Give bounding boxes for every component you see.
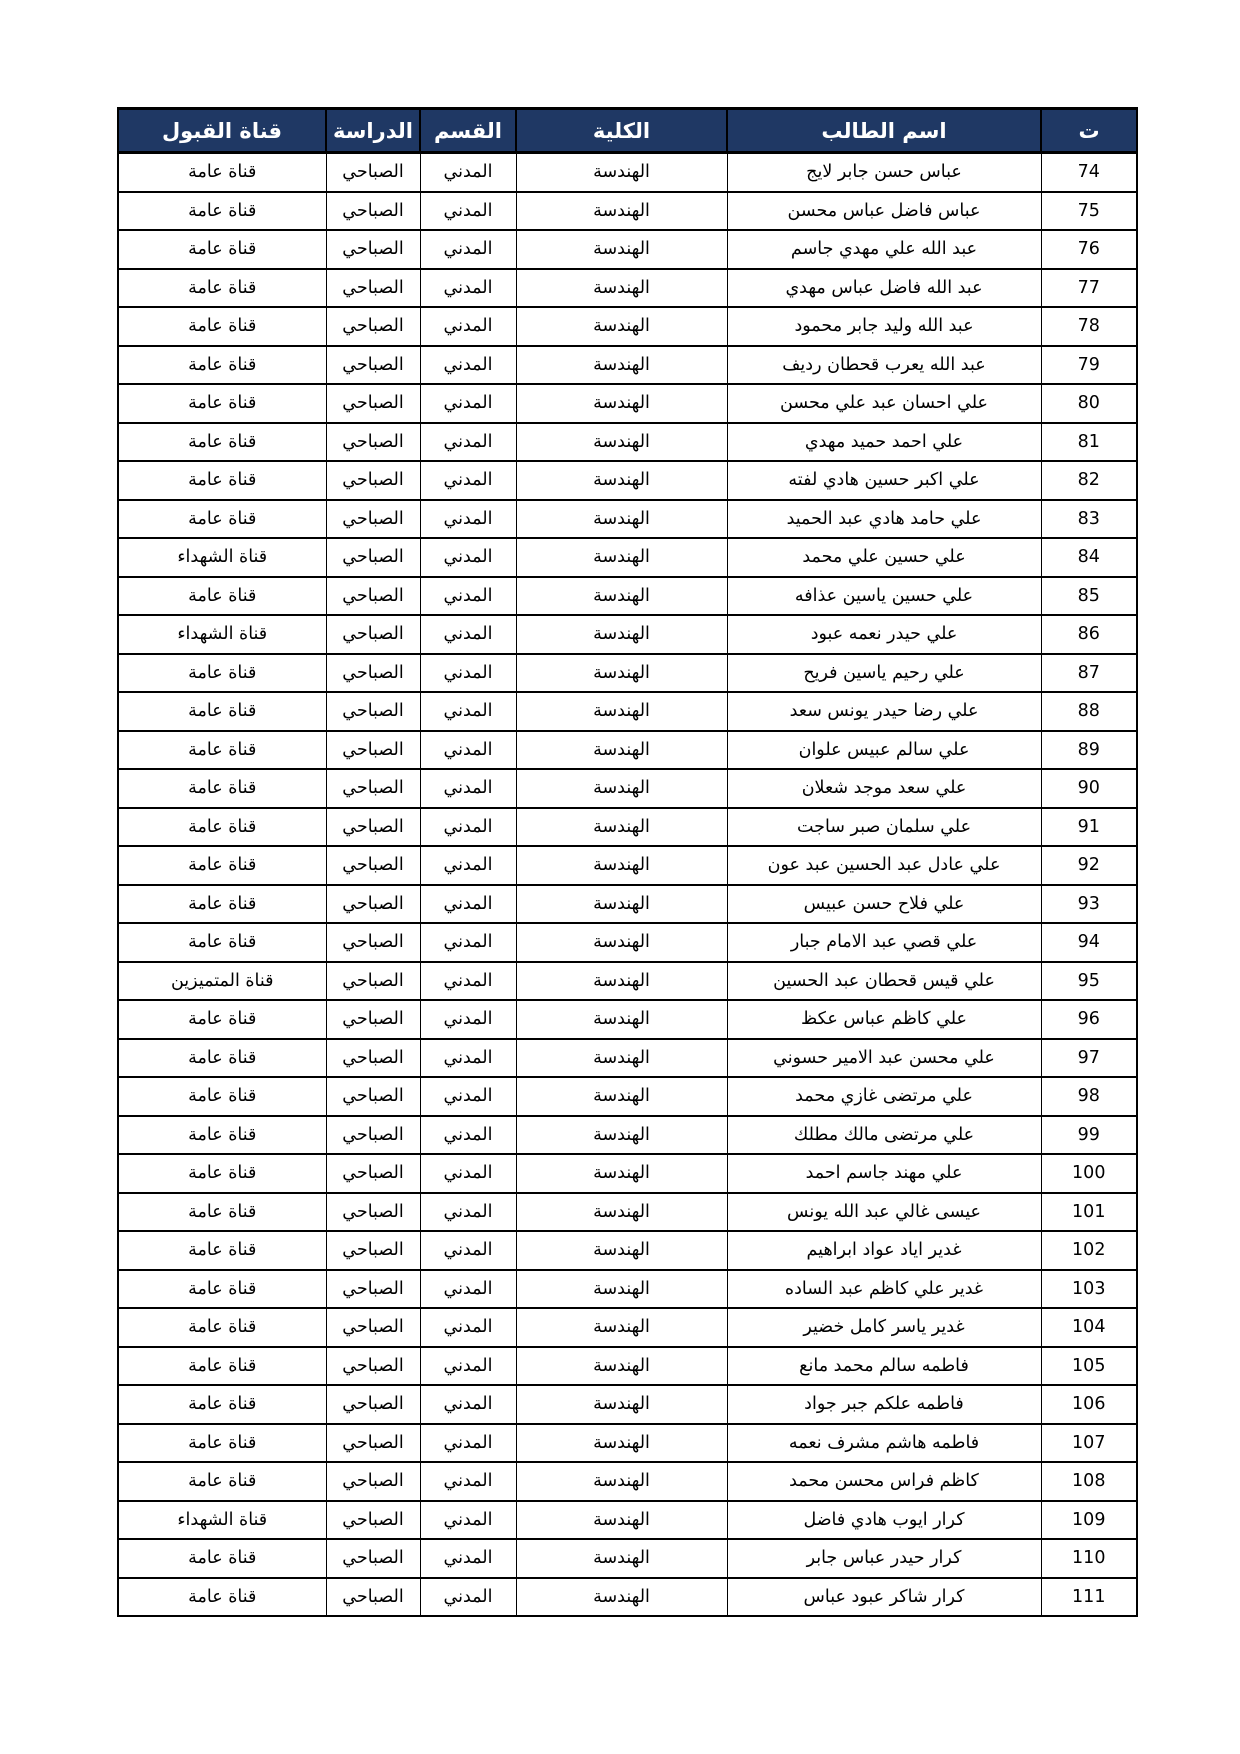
student-name-cell: كرار حيدر عباس جابر bbox=[727, 1539, 1041, 1578]
college-cell: الهندسة bbox=[516, 1501, 727, 1540]
admission-channel-cell: قناة عامة bbox=[118, 1039, 326, 1078]
table-row bbox=[118, 230, 1137, 269]
table-row bbox=[118, 1077, 1137, 1116]
admission-channel-cell: قناة عامة bbox=[118, 1539, 326, 1578]
row-number-cell: 74 bbox=[1041, 153, 1137, 192]
college-cell: الهندسة bbox=[516, 885, 727, 924]
department-cell: المدني bbox=[420, 423, 516, 462]
admission-channel-cell: قناة عامة bbox=[118, 1270, 326, 1309]
student-name-cell: علي حيدر نعمه عبود bbox=[727, 615, 1041, 654]
college-cell: الهندسة bbox=[516, 1077, 727, 1116]
table-row bbox=[118, 1424, 1137, 1463]
row-number-cell: 79 bbox=[1041, 346, 1137, 385]
study-type-cell: الصباحي bbox=[326, 384, 420, 423]
table-row bbox=[118, 1385, 1137, 1424]
table-row bbox=[118, 846, 1137, 885]
row-number-cell: 81 bbox=[1041, 423, 1137, 462]
table-row bbox=[118, 808, 1137, 847]
department-cell: المدني bbox=[420, 307, 516, 346]
table-row bbox=[118, 538, 1137, 577]
table-row bbox=[118, 1539, 1137, 1578]
college-cell: الهندسة bbox=[516, 577, 727, 616]
column-header-number: ت bbox=[1041, 109, 1137, 153]
college-cell: الهندسة bbox=[516, 1270, 727, 1309]
table-header bbox=[118, 109, 1137, 153]
department-cell: المدني bbox=[420, 346, 516, 385]
college-cell: الهندسة bbox=[516, 1308, 727, 1347]
study-type-cell: الصباحي bbox=[326, 615, 420, 654]
department-cell: المدني bbox=[420, 500, 516, 539]
row-number-cell: 99 bbox=[1041, 1116, 1137, 1155]
table-row bbox=[118, 692, 1137, 731]
college-cell: الهندسة bbox=[516, 538, 727, 577]
table-row bbox=[118, 923, 1137, 962]
college-cell: الهندسة bbox=[516, 615, 727, 654]
student-name-cell: فاطمه سالم محمد مانع bbox=[727, 1347, 1041, 1386]
student-name-cell: علي سلمان صبر ساجت bbox=[727, 808, 1041, 847]
row-number-cell: 103 bbox=[1041, 1270, 1137, 1309]
student-name-cell: عباس فاضل عباس محسن bbox=[727, 192, 1041, 231]
row-number-cell: 90 bbox=[1041, 769, 1137, 808]
student-name-cell: علي كاظم عباس عكظ bbox=[727, 1000, 1041, 1039]
table-row bbox=[118, 423, 1137, 462]
admission-channel-cell: قناة عامة bbox=[118, 1000, 326, 1039]
department-cell: المدني bbox=[420, 1039, 516, 1078]
study-type-cell: الصباحي bbox=[326, 1231, 420, 1270]
column-header-study-type: الدراسة bbox=[326, 109, 420, 153]
admission-channel-cell: قناة عامة bbox=[118, 1116, 326, 1155]
admission-channel-cell: قناة عامة bbox=[118, 577, 326, 616]
student-name-cell: علي محسن عبد الامير حسوني bbox=[727, 1039, 1041, 1078]
row-number-cell: 108 bbox=[1041, 1462, 1137, 1501]
student-name-cell: فاطمه علكم جبر جواد bbox=[727, 1385, 1041, 1424]
department-cell: المدني bbox=[420, 1347, 516, 1386]
study-type-cell: الصباحي bbox=[326, 692, 420, 731]
row-number-cell: 96 bbox=[1041, 1000, 1137, 1039]
student-name-cell: عبد الله وليد جابر محمود bbox=[727, 307, 1041, 346]
study-type-cell: الصباحي bbox=[326, 230, 420, 269]
table-row bbox=[118, 731, 1137, 770]
department-cell: المدني bbox=[420, 192, 516, 231]
student-name-cell: كرار ايوب هادي فاضل bbox=[727, 1501, 1041, 1540]
study-type-cell: الصباحي bbox=[326, 1308, 420, 1347]
table-row bbox=[118, 1308, 1137, 1347]
table-row bbox=[118, 1116, 1137, 1155]
department-cell: المدني bbox=[420, 769, 516, 808]
table-row bbox=[118, 1578, 1137, 1617]
department-cell: المدني bbox=[420, 692, 516, 731]
row-number-cell: 78 bbox=[1041, 307, 1137, 346]
department-cell: المدني bbox=[420, 885, 516, 924]
department-cell: المدني bbox=[420, 1270, 516, 1309]
table-row bbox=[118, 269, 1137, 308]
study-type-cell: الصباحي bbox=[326, 269, 420, 308]
study-type-cell: الصباحي bbox=[326, 577, 420, 616]
college-cell: الهندسة bbox=[516, 1385, 727, 1424]
row-number-cell: 101 bbox=[1041, 1193, 1137, 1232]
row-number-cell: 102 bbox=[1041, 1231, 1137, 1270]
row-number-cell: 97 bbox=[1041, 1039, 1137, 1078]
department-cell: المدني bbox=[420, 1308, 516, 1347]
admission-channel-cell: قناة عامة bbox=[118, 1347, 326, 1386]
college-cell: الهندسة bbox=[516, 1462, 727, 1501]
table-row bbox=[118, 1462, 1137, 1501]
row-number-cell: 84 bbox=[1041, 538, 1137, 577]
admission-channel-cell: قناة الشهداء bbox=[118, 538, 326, 577]
student-name-cell: علي مرتضى مالك مطلك bbox=[727, 1116, 1041, 1155]
student-name-cell: غدير اياد عواد ابراهيم bbox=[727, 1231, 1041, 1270]
department-cell: المدني bbox=[420, 269, 516, 308]
department-cell: المدني bbox=[420, 461, 516, 500]
college-cell: الهندسة bbox=[516, 461, 727, 500]
study-type-cell: الصباحي bbox=[326, 1000, 420, 1039]
department-cell: المدني bbox=[420, 1000, 516, 1039]
students-table bbox=[117, 107, 1138, 1617]
college-cell: الهندسة bbox=[516, 923, 727, 962]
department-cell: المدني bbox=[420, 923, 516, 962]
student-name-cell: علي مهند جاسم احمد bbox=[727, 1154, 1041, 1193]
study-type-cell: الصباحي bbox=[326, 1039, 420, 1078]
college-cell: الهندسة bbox=[516, 1231, 727, 1270]
study-type-cell: الصباحي bbox=[326, 307, 420, 346]
student-name-cell: علي سعد موجد شعلان bbox=[727, 769, 1041, 808]
student-name-cell: غدير ياسر كامل خضير bbox=[727, 1308, 1041, 1347]
admission-channel-cell: قناة عامة bbox=[118, 153, 326, 192]
table-row bbox=[118, 1154, 1137, 1193]
student-name-cell: فاطمه هاشم مشرف نعمه bbox=[727, 1424, 1041, 1463]
row-number-cell: 91 bbox=[1041, 808, 1137, 847]
admission-channel-cell: قناة عامة bbox=[118, 1424, 326, 1463]
department-cell: المدني bbox=[420, 1462, 516, 1501]
table-row bbox=[118, 1039, 1137, 1078]
department-cell: المدني bbox=[420, 538, 516, 577]
study-type-cell: الصباحي bbox=[326, 192, 420, 231]
college-cell: الهندسة bbox=[516, 346, 727, 385]
study-type-cell: الصباحي bbox=[326, 1501, 420, 1540]
row-number-cell: 105 bbox=[1041, 1347, 1137, 1386]
study-type-cell: الصباحي bbox=[326, 769, 420, 808]
department-cell: المدني bbox=[420, 1231, 516, 1270]
row-number-cell: 83 bbox=[1041, 500, 1137, 539]
college-cell: الهندسة bbox=[516, 1154, 727, 1193]
admission-channel-cell: قناة المتميزين bbox=[118, 962, 326, 1001]
admission-channel-cell: قناة عامة bbox=[118, 1308, 326, 1347]
study-type-cell: الصباحي bbox=[326, 654, 420, 693]
college-cell: الهندسة bbox=[516, 846, 727, 885]
student-name-cell: علي رحيم ياسين فريح bbox=[727, 654, 1041, 693]
study-type-cell: الصباحي bbox=[326, 461, 420, 500]
department-cell: المدني bbox=[420, 1424, 516, 1463]
department-cell: المدني bbox=[420, 1154, 516, 1193]
row-number-cell: 89 bbox=[1041, 731, 1137, 770]
row-number-cell: 104 bbox=[1041, 1308, 1137, 1347]
admission-channel-cell: قناة الشهداء bbox=[118, 1501, 326, 1540]
admission-channel-cell: قناة عامة bbox=[118, 1462, 326, 1501]
table-row bbox=[118, 1501, 1137, 1540]
department-cell: المدني bbox=[420, 1385, 516, 1424]
table-row bbox=[118, 654, 1137, 693]
student-name-cell: علي حسين علي محمد bbox=[727, 538, 1041, 577]
student-name-cell: علي رضا حيدر يونس سعد bbox=[727, 692, 1041, 731]
study-type-cell: الصباحي bbox=[326, 923, 420, 962]
row-number-cell: 92 bbox=[1041, 846, 1137, 885]
row-number-cell: 88 bbox=[1041, 692, 1137, 731]
department-cell: المدني bbox=[420, 384, 516, 423]
study-type-cell: الصباحي bbox=[326, 1539, 420, 1578]
table-row bbox=[118, 346, 1137, 385]
department-cell: المدني bbox=[420, 1578, 516, 1617]
college-cell: الهندسة bbox=[516, 1116, 727, 1155]
study-type-cell: الصباحي bbox=[326, 1193, 420, 1232]
admission-channel-cell: قناة عامة bbox=[118, 769, 326, 808]
column-header-department: القسم bbox=[420, 109, 516, 153]
admission-channel-cell: قناة عامة bbox=[118, 1077, 326, 1116]
student-name-cell: علي قصي عبد الامام جبار bbox=[727, 923, 1041, 962]
table-row bbox=[118, 461, 1137, 500]
admission-channel-cell: قناة عامة bbox=[118, 808, 326, 847]
student-name-cell: كرار شاكر عبود عباس bbox=[727, 1578, 1041, 1617]
row-number-cell: 111 bbox=[1041, 1578, 1137, 1617]
row-number-cell: 110 bbox=[1041, 1539, 1137, 1578]
admission-channel-cell: قناة عامة bbox=[118, 346, 326, 385]
student-name-cell: علي حامد هادي عبد الحميد bbox=[727, 500, 1041, 539]
study-type-cell: الصباحي bbox=[326, 1462, 420, 1501]
college-cell: الهندسة bbox=[516, 808, 727, 847]
study-type-cell: الصباحي bbox=[326, 1347, 420, 1386]
college-cell: الهندسة bbox=[516, 153, 727, 192]
admission-channel-cell: قناة عامة bbox=[118, 230, 326, 269]
college-cell: الهندسة bbox=[516, 230, 727, 269]
row-number-cell: 87 bbox=[1041, 654, 1137, 693]
table-body bbox=[118, 153, 1137, 1617]
study-type-cell: الصباحي bbox=[326, 962, 420, 1001]
college-cell: الهندسة bbox=[516, 1347, 727, 1386]
student-name-cell: علي احمد حميد مهدي bbox=[727, 423, 1041, 462]
study-type-cell: الصباحي bbox=[326, 538, 420, 577]
row-number-cell: 100 bbox=[1041, 1154, 1137, 1193]
department-cell: المدني bbox=[420, 153, 516, 192]
header-row bbox=[118, 109, 1137, 153]
table-row bbox=[118, 384, 1137, 423]
admission-channel-cell: قناة عامة bbox=[118, 923, 326, 962]
row-number-cell: 93 bbox=[1041, 885, 1137, 924]
college-cell: الهندسة bbox=[516, 654, 727, 693]
student-name-cell: غدير علي كاظم عبد الساده bbox=[727, 1270, 1041, 1309]
admission-channel-cell: قناة عامة bbox=[118, 384, 326, 423]
table-row bbox=[118, 192, 1137, 231]
row-number-cell: 85 bbox=[1041, 577, 1137, 616]
row-number-cell: 76 bbox=[1041, 230, 1137, 269]
college-cell: الهندسة bbox=[516, 692, 727, 731]
row-number-cell: 75 bbox=[1041, 192, 1137, 231]
department-cell: المدني bbox=[420, 1539, 516, 1578]
admission-channel-cell: قناة عامة bbox=[118, 1385, 326, 1424]
table-row bbox=[118, 1000, 1137, 1039]
student-name-cell: علي مرتضى غازي محمد bbox=[727, 1077, 1041, 1116]
admission-channel-cell: قناة عامة bbox=[118, 423, 326, 462]
row-number-cell: 77 bbox=[1041, 269, 1137, 308]
admission-channel-cell: قناة عامة bbox=[118, 692, 326, 731]
student-name-cell: عبد الله علي مهدي جاسم bbox=[727, 230, 1041, 269]
study-type-cell: الصباحي bbox=[326, 1154, 420, 1193]
admission-channel-cell: قناة عامة bbox=[118, 269, 326, 308]
student-name-cell: عباس حسن جابر لايج bbox=[727, 153, 1041, 192]
study-type-cell: الصباحي bbox=[326, 885, 420, 924]
table-row bbox=[118, 1231, 1137, 1270]
department-cell: المدني bbox=[420, 846, 516, 885]
student-name-cell: علي قيس قحطان عبد الحسين bbox=[727, 962, 1041, 1001]
college-cell: الهندسة bbox=[516, 962, 727, 1001]
college-cell: الهندسة bbox=[516, 423, 727, 462]
row-number-cell: 94 bbox=[1041, 923, 1137, 962]
college-cell: الهندسة bbox=[516, 384, 727, 423]
admission-channel-cell: قناة عامة bbox=[118, 1231, 326, 1270]
table-row bbox=[118, 307, 1137, 346]
study-type-cell: الصباحي bbox=[326, 153, 420, 192]
admission-channel-cell: قناة عامة bbox=[118, 885, 326, 924]
table-row bbox=[118, 615, 1137, 654]
admission-channel-cell: قناة عامة bbox=[118, 1578, 326, 1617]
row-number-cell: 107 bbox=[1041, 1424, 1137, 1463]
row-number-cell: 106 bbox=[1041, 1385, 1137, 1424]
department-cell: المدني bbox=[420, 962, 516, 1001]
department-cell: المدني bbox=[420, 1501, 516, 1540]
department-cell: المدني bbox=[420, 808, 516, 847]
college-cell: الهندسة bbox=[516, 1193, 727, 1232]
admission-channel-cell: قناة عامة bbox=[118, 654, 326, 693]
table-row bbox=[118, 500, 1137, 539]
college-cell: الهندسة bbox=[516, 1578, 727, 1617]
student-name-cell: علي عادل عبد الحسين عبد عون bbox=[727, 846, 1041, 885]
row-number-cell: 86 bbox=[1041, 615, 1137, 654]
table-row bbox=[118, 1347, 1137, 1386]
table-row bbox=[118, 577, 1137, 616]
column-header-student-name: اسم الطالب bbox=[727, 109, 1041, 153]
table-row bbox=[118, 962, 1137, 1001]
study-type-cell: الصباحي bbox=[326, 808, 420, 847]
admission-channel-cell: قناة عامة bbox=[118, 192, 326, 231]
admission-channel-cell: قناة عامة bbox=[118, 1154, 326, 1193]
student-name-cell: علي حسين ياسين عذافه bbox=[727, 577, 1041, 616]
department-cell: المدني bbox=[420, 654, 516, 693]
row-number-cell: 82 bbox=[1041, 461, 1137, 500]
college-cell: الهندسة bbox=[516, 500, 727, 539]
admission-channel-cell: قناة عامة bbox=[118, 500, 326, 539]
department-cell: المدني bbox=[420, 230, 516, 269]
department-cell: المدني bbox=[420, 1116, 516, 1155]
student-name-cell: كاظم فراس محسن محمد bbox=[727, 1462, 1041, 1501]
department-cell: المدني bbox=[420, 1077, 516, 1116]
student-name-cell: علي اكبر حسين هادي لفته bbox=[727, 461, 1041, 500]
college-cell: الهندسة bbox=[516, 1039, 727, 1078]
college-cell: الهندسة bbox=[516, 307, 727, 346]
study-type-cell: الصباحي bbox=[326, 1578, 420, 1617]
admission-channel-cell: قناة عامة bbox=[118, 846, 326, 885]
college-cell: الهندسة bbox=[516, 1539, 727, 1578]
column-header-admission-channel: قناة القبول bbox=[118, 109, 326, 153]
study-type-cell: الصباحي bbox=[326, 1385, 420, 1424]
student-name-cell: عيسى غالي عبد الله يونس bbox=[727, 1193, 1041, 1232]
admission-channel-cell: قناة عامة bbox=[118, 307, 326, 346]
study-type-cell: الصباحي bbox=[326, 500, 420, 539]
table-row bbox=[118, 885, 1137, 924]
table-row bbox=[118, 769, 1137, 808]
student-name-cell: عبد الله فاضل عباس مهدي bbox=[727, 269, 1041, 308]
admission-channel-cell: قناة عامة bbox=[118, 461, 326, 500]
row-number-cell: 109 bbox=[1041, 1501, 1137, 1540]
row-number-cell: 95 bbox=[1041, 962, 1137, 1001]
study-type-cell: الصباحي bbox=[326, 1116, 420, 1155]
student-name-cell: عبد الله يعرب قحطان رديف bbox=[727, 346, 1041, 385]
college-cell: الهندسة bbox=[516, 192, 727, 231]
table-row bbox=[118, 153, 1137, 192]
column-header-college: الكلية bbox=[516, 109, 727, 153]
table-row bbox=[118, 1193, 1137, 1232]
student-name-cell: علي احسان عبد علي محسن bbox=[727, 384, 1041, 423]
study-type-cell: الصباحي bbox=[326, 1424, 420, 1463]
department-cell: المدني bbox=[420, 615, 516, 654]
department-cell: المدني bbox=[420, 1193, 516, 1232]
college-cell: الهندسة bbox=[516, 269, 727, 308]
study-type-cell: الصباحي bbox=[326, 346, 420, 385]
college-cell: الهندسة bbox=[516, 731, 727, 770]
department-cell: المدني bbox=[420, 577, 516, 616]
study-type-cell: الصباحي bbox=[326, 846, 420, 885]
row-number-cell: 98 bbox=[1041, 1077, 1137, 1116]
study-type-cell: الصباحي bbox=[326, 423, 420, 462]
admission-channel-cell: قناة الشهداء bbox=[118, 615, 326, 654]
study-type-cell: الصباحي bbox=[326, 1270, 420, 1309]
admission-channel-cell: قناة عامة bbox=[118, 1193, 326, 1232]
study-type-cell: الصباحي bbox=[326, 731, 420, 770]
student-name-cell: علي سالم عبيس علوان bbox=[727, 731, 1041, 770]
student-name-cell: علي فلاح حسن عبيس bbox=[727, 885, 1041, 924]
row-number-cell: 80 bbox=[1041, 384, 1137, 423]
college-cell: الهندسة bbox=[516, 1000, 727, 1039]
department-cell: المدني bbox=[420, 731, 516, 770]
college-cell: الهندسة bbox=[516, 1424, 727, 1463]
admission-channel-cell: قناة عامة bbox=[118, 731, 326, 770]
study-type-cell: الصباحي bbox=[326, 1077, 420, 1116]
college-cell: الهندسة bbox=[516, 769, 727, 808]
table-row bbox=[118, 1270, 1137, 1309]
